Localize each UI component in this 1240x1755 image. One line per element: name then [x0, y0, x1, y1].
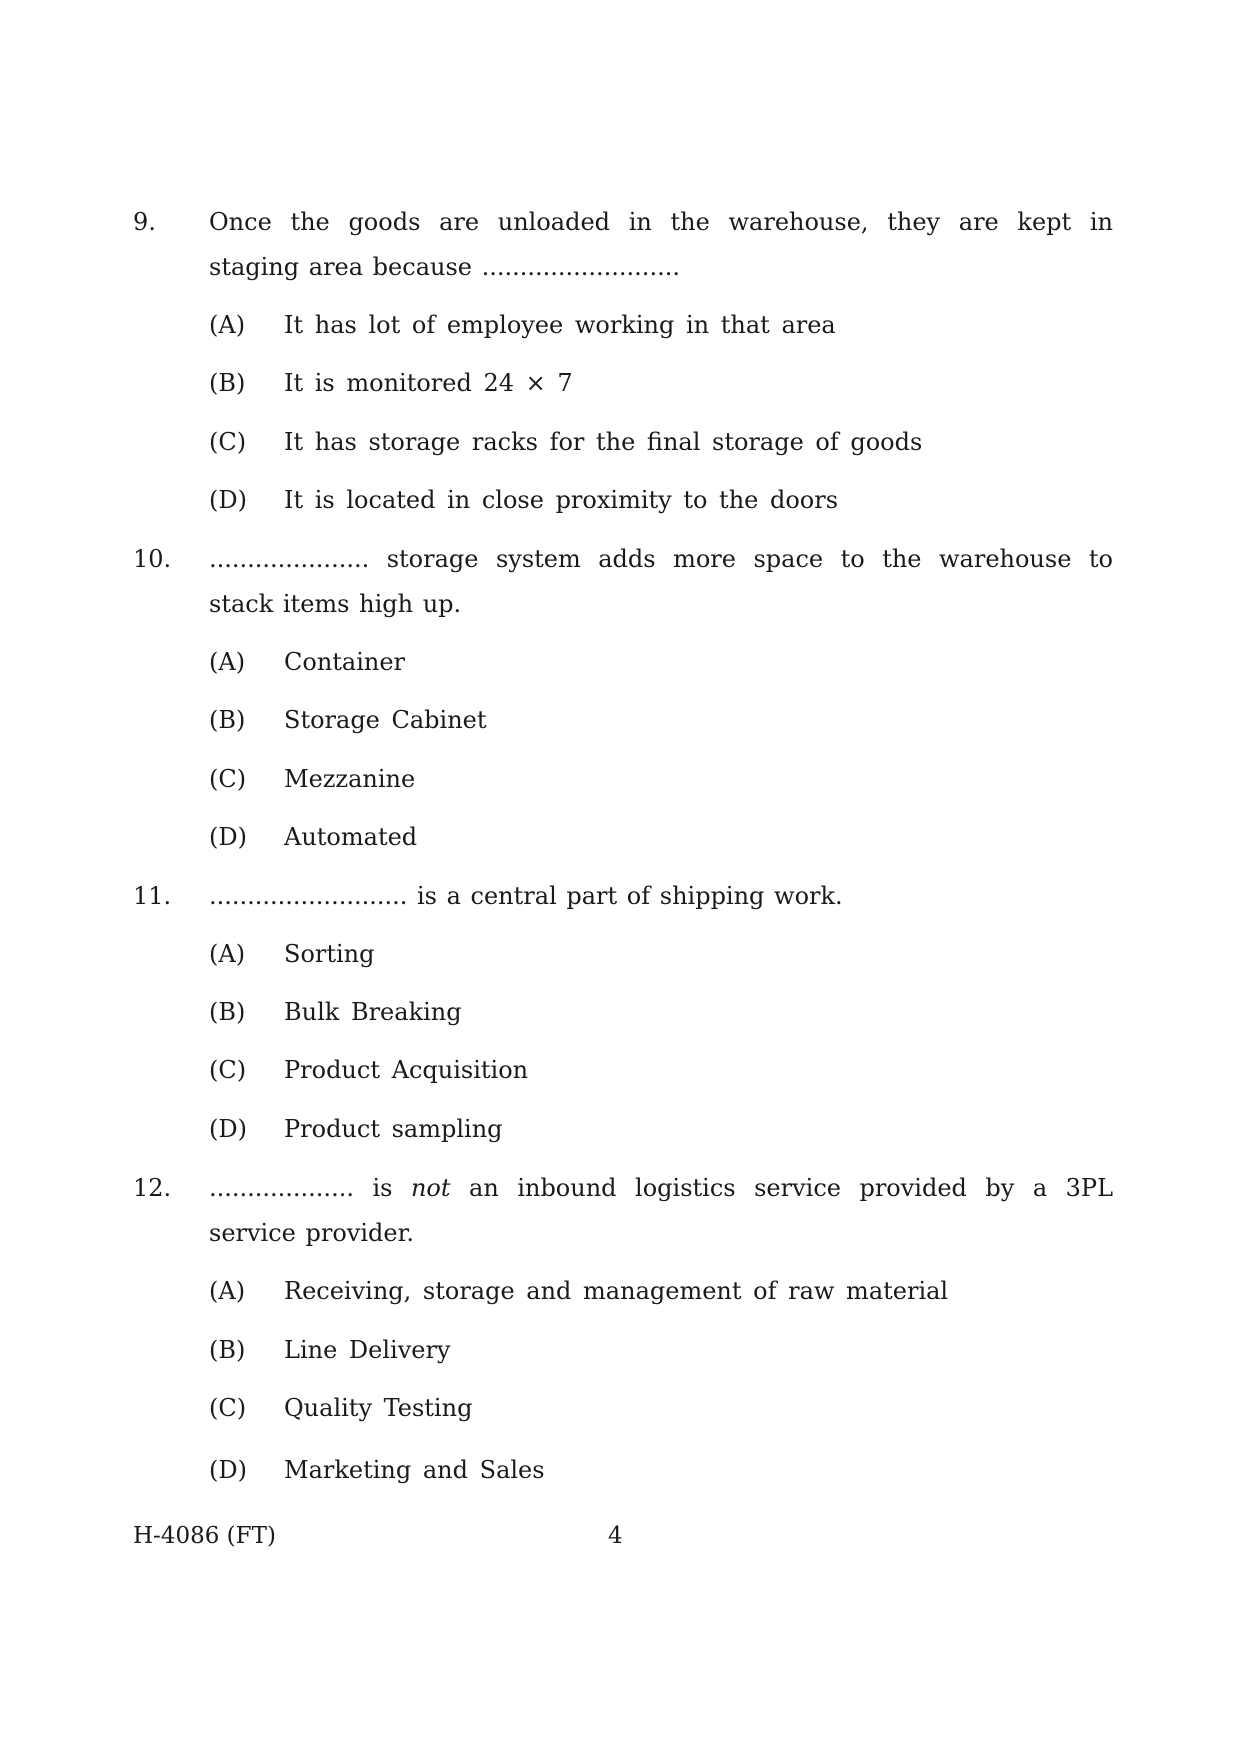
option-letter: (A)	[209, 1277, 246, 1305]
option-letter: (C)	[209, 428, 247, 456]
option-c	[209, 1388, 1109, 1428]
question-stem-lead: ................... is	[209, 1174, 393, 1202]
question-stem: ..................... storage system adds more space to the warehouse to stack items high up.	[209, 545, 1113, 618]
option-text: It has lot of employee working in that area	[284, 311, 836, 339]
question-stem	[209, 1166, 1113, 1256]
option-b	[209, 363, 1109, 403]
option-b	[209, 992, 1109, 1032]
option-d	[209, 480, 1109, 520]
option-text: Automated	[284, 823, 418, 851]
question-number: 12.	[133, 1174, 172, 1202]
option-letter: (B)	[209, 1336, 246, 1364]
option-text: It is monitored 24 × 7	[284, 369, 573, 397]
option-a	[209, 1271, 1109, 1311]
option-d	[209, 1109, 1109, 1149]
option-text: Mezzanine	[284, 765, 416, 793]
option-text: Container	[284, 648, 406, 676]
option-letter: (D)	[209, 486, 247, 514]
option-text: Bulk Breaking	[284, 998, 462, 1026]
option-text: It has storage racks for the final storage of goods	[284, 428, 923, 456]
option-a	[209, 934, 1109, 974]
question-stem-emphasis: not	[410, 1174, 451, 1202]
option-text: Marketing and Sales	[284, 1456, 545, 1484]
option-text: It is located in close proximity to the doors	[284, 486, 839, 514]
option-letter: (D)	[209, 1115, 247, 1143]
option-letter: (A)	[209, 311, 246, 339]
option-d	[209, 817, 1109, 857]
option-letter: (A)	[209, 940, 246, 968]
option-letter: (C)	[209, 1056, 247, 1084]
option-letter: (C)	[209, 1394, 247, 1422]
option-b	[209, 700, 1109, 740]
paper-code: H-4086 (FT)	[133, 1523, 276, 1549]
option-d	[209, 1450, 1109, 1490]
question-number: 9.	[133, 208, 156, 236]
option-letter: (C)	[209, 765, 247, 793]
option-letter: (B)	[209, 369, 246, 397]
option-text: Product Acquisition	[284, 1056, 529, 1084]
question-number: 11.	[133, 882, 172, 910]
question-stem: Once the goods are unloaded in the warehouse, they are kept in staging area because ..........................	[209, 208, 1113, 281]
option-c	[209, 759, 1109, 799]
option-letter: (B)	[209, 706, 246, 734]
option-text: Receiving, storage and management of raw material	[284, 1277, 949, 1305]
option-letter: (D)	[209, 1456, 247, 1484]
option-b	[209, 1330, 1109, 1370]
option-letter: (D)	[209, 823, 247, 851]
option-text: Sorting	[284, 940, 375, 968]
option-a	[209, 642, 1109, 682]
option-letter: (A)	[209, 648, 246, 676]
question-stem-tail: an inbound logistics service provided by a 3PL service provider.	[209, 1174, 1114, 1247]
question-number: 10.	[133, 545, 172, 573]
option-text: Product sampling	[284, 1115, 503, 1143]
option-text: Line Delivery	[284, 1336, 451, 1364]
option-a	[209, 305, 1109, 345]
page-number: 4	[608, 1523, 623, 1549]
option-c	[209, 1050, 1109, 1090]
question-stem: .......................... is a central part of shipping work.	[209, 882, 843, 910]
option-letter: (B)	[209, 998, 246, 1026]
option-text: Quality Testing	[284, 1394, 473, 1422]
option-text: Storage Cabinet	[284, 706, 487, 734]
option-c	[209, 422, 1109, 462]
